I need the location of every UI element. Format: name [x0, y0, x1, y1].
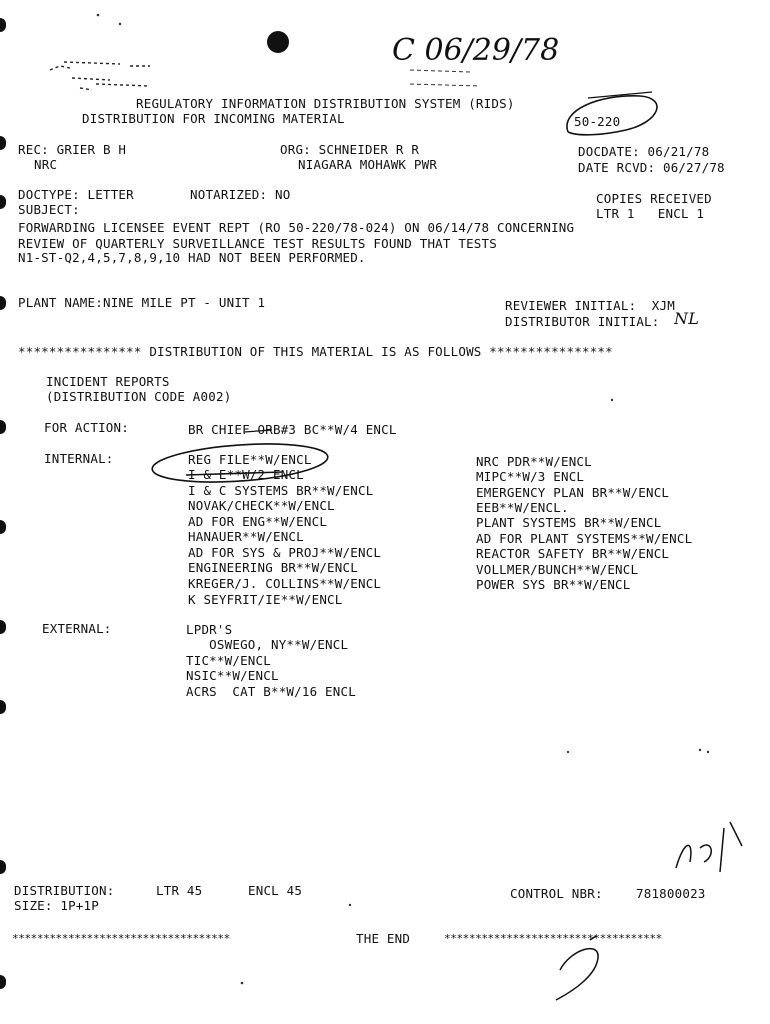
- subject-label: SUBJECT:: [18, 202, 80, 217]
- for-action-label: FOR ACTION:: [44, 420, 129, 435]
- org-company: NIAGARA MOHAWK PWR: [298, 157, 438, 172]
- copies-received: COPIES RECEIVED: [596, 191, 712, 206]
- end-stars-left: ***********************************: [12, 932, 230, 945]
- end-label: THE END: [356, 931, 411, 946]
- list-item: NSIC**W/ENCL: [186, 668, 279, 683]
- docdate: DOCDATE: 06/21/78: [578, 144, 710, 159]
- control-number-label: CONTROL NBR:: [510, 886, 603, 901]
- list-item: ACRS CAT B**W/16 ENCL: [186, 684, 356, 699]
- plant-name: PLANT NAME:NINE MILE PT - UNIT 1: [18, 295, 266, 310]
- date-received: DATE RCVD: 06/27/78: [578, 160, 725, 175]
- docket-number: 50-220: [574, 114, 621, 129]
- subject-line: N1-ST-Q2,4,5,7,8,9,10 HAD NOT BEEN PERFORMED.: [18, 250, 366, 265]
- list-item: LPDR'S: [186, 622, 233, 637]
- list-item: I & E**W/2 ENCL: [188, 467, 304, 482]
- header-title: REGULATORY INFORMATION DISTRIBUTION SYSTEM (RIDS): [136, 96, 515, 111]
- copies-detail: LTR 1 ENCL 1: [596, 206, 705, 221]
- list-item: EEB**W/ENCL.: [476, 500, 569, 515]
- list-item: ENGINEERING BR**W/ENCL: [188, 560, 358, 575]
- list-item: EMERGENCY PLAN BR**W/ENCL: [476, 485, 670, 500]
- incident-reports: INCIDENT REPORTS: [46, 374, 170, 389]
- control-number-value: 781800023: [636, 886, 706, 901]
- punch-dot: [267, 31, 289, 53]
- list-item: REG FILE**W/ENCL: [188, 452, 312, 467]
- list-item: K SEYFRIT/IE**W/ENCL: [188, 592, 343, 607]
- reviewer-initial: REVIEWER INITIAL: XJM: [505, 298, 675, 313]
- list-item: NRC PDR**W/ENCL: [476, 454, 592, 469]
- doctype: DOCTYPE: LETTER: [18, 187, 134, 202]
- list-item: AD FOR PLANT SYSTEMS**W/ENCL: [476, 531, 693, 546]
- subject-line: REVIEW OF QUARTERLY SURVEILLANCE TEST RESULTS FOUND THAT TESTS: [18, 236, 497, 251]
- notarized: NOTARIZED: NO: [190, 187, 291, 202]
- list-item: VOLLMER/BUNCH**W/ENCL: [476, 562, 639, 577]
- internal-label: INTERNAL:: [44, 451, 114, 466]
- list-item: PLANT SYSTEMS BR**W/ENCL: [476, 515, 662, 530]
- list-item: POWER SYS BR**W/ENCL: [476, 577, 631, 592]
- distributor-initial-handwritten: NL: [674, 309, 700, 328]
- distribution-code: (DISTRIBUTION CODE A002): [46, 389, 232, 404]
- org-field: ORG: SCHNEIDER R R: [280, 142, 420, 157]
- external-label: EXTERNAL:: [42, 621, 112, 636]
- list-item: AD FOR ENG**W/ENCL: [188, 514, 328, 529]
- size-field: SIZE: 1P+1P: [14, 898, 99, 913]
- list-item: KREGER/J. COLLINS**W/ENCL: [188, 576, 382, 591]
- list-item: I & C SYSTEMS BR**W/ENCL: [188, 483, 374, 498]
- list-item: OSWEGO, NY**W/ENCL: [186, 637, 349, 652]
- distribution-label: DISTRIBUTION:: [14, 883, 115, 898]
- distributor-initial-label: DISTRIBUTOR INITIAL:: [505, 314, 660, 329]
- list-item: MIPC**W/3 ENCL: [476, 469, 585, 484]
- rec-org: NRC: [34, 157, 58, 172]
- distribution-ltr: LTR 45: [156, 883, 203, 898]
- subject-line: FORWARDING LICENSEE EVENT REPT (RO 50-220/78-024) ON 06/14/78 CONCERNING: [18, 220, 575, 235]
- for-action-value: BR CHIEF ORB#3 BC**W/4 ENCL: [188, 422, 397, 437]
- distribution-encl: ENCL 45: [248, 883, 303, 898]
- header-subtitle: DISTRIBUTION FOR INCOMING MATERIAL: [82, 111, 345, 126]
- list-item: REACTOR SAFETY BR**W/ENCL: [476, 546, 670, 561]
- list-item: TIC**W/ENCL: [186, 653, 271, 668]
- distribution-banner: **************** DISTRIBUTION OF THIS MATERIAL IS AS FOLLOWS ****************: [18, 344, 613, 359]
- list-item: AD FOR SYS & PROJ**W/ENCL: [188, 545, 382, 560]
- rec-field: REC: GRIER B H: [18, 142, 127, 157]
- handwritten-date-stamp: C 06/29/78: [392, 33, 560, 68]
- list-item: NOVAK/CHECK**W/ENCL: [188, 498, 335, 513]
- list-item: HANAUER**W/ENCL: [188, 529, 304, 544]
- end-stars-right: ***********************************: [444, 932, 662, 945]
